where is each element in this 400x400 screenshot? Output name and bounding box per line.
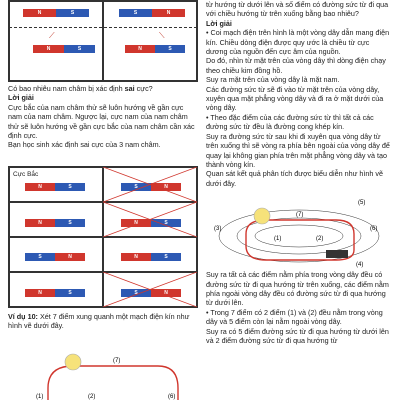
point-label: (7) <box>113 358 121 364</box>
magnetic-field-figure <box>206 190 392 270</box>
magnet: S N <box>25 253 85 261</box>
compass-needle-icon: ⟍ <box>159 31 165 40</box>
wrong-cross-icon <box>103 167 197 202</box>
north-pole-label: Cực Bắc <box>13 171 39 178</box>
point-label: (1) <box>36 394 44 400</box>
point-label: (6) <box>168 394 176 400</box>
solution-text: Do đó, nhìn từ mặt trên của vòng dây thì dòng điện chạy theo chiều kim đồng hồ. <box>206 56 386 75</box>
point-label: (2) <box>316 236 324 243</box>
compass-needle-icon: ⟋ <box>49 31 55 40</box>
point-label: (4) <box>356 262 364 269</box>
example-10: Ví dụ 10: Xét 7 điểm xung quanh một mạch điện kín như hình vẽ dưới đây. <box>8 312 190 331</box>
magnet: N S <box>25 219 85 227</box>
solution-text: Quan sát kết quả phân tích được biểu diễn như hình vẽ dưới đây. <box>206 169 383 188</box>
magnet: N S <box>125 45 185 53</box>
circuit-figure <box>18 348 188 400</box>
magnet: S N <box>121 183 181 191</box>
solution-bullet: • Coi mạch điện trên hình là một vòng dây dẫn mang điện kín. Chiều dòng điện được quy ước là chiều từ cực dương của nguồn đến cực âm của nguồn. <box>206 28 390 57</box>
solution-heading: Lời giải <box>8 93 34 103</box>
point-label: (1) <box>274 236 282 243</box>
question: Có bao nhiêu nam châm bị xác định sai cực? <box>8 84 153 93</box>
magnet: N S <box>25 183 85 191</box>
solution-text: Suy ra đường sức từ sau khi đi xuyên qua vòng dây từ trên xuống thì sẽ vòng ra phía bên ngoài của vòng dây để quay lại không gian phía trên mặt phẳng vòng dây và tạo thành vòng kín. <box>206 131 390 169</box>
magnet-figure-top <box>8 0 198 82</box>
magnet-figure-answer <box>8 166 198 308</box>
solution-paragraph: Cực bắc của nam châm thử sẽ luôn hướng về gần cực nam của nam châm. Ngược lại, cực nam của nam châm thử sẽ luôn hướng về gần cực bắc của nam châm cần xác định cực. <box>8 102 195 141</box>
analysis-bullet: • Trong 7 điểm có 2 điểm (1) và (2) đều nằm trong vòng dây và 5 điểm còn lại nằm ngoài vòng dây. <box>206 307 383 327</box>
question-continuation: từ hướng từ dưới lên và số điểm có đường sức từ đi qua với chiều hướng từ trên xuống bằng bao nhiêu? <box>206 0 389 19</box>
point-label: (2) <box>88 394 96 400</box>
solution-bullet: • Theo đặc điểm của các đường sức từ thì tất cả các đường sức từ đều là đường cong khép kín. <box>206 112 374 132</box>
solution-heading: Lời giải <box>206 18 232 28</box>
right-column <box>206 0 392 345</box>
magnet: N S <box>121 253 181 261</box>
magnet: N S <box>33 45 95 53</box>
magnet: N S <box>23 9 89 17</box>
point-label: (3) <box>214 226 222 233</box>
point-label: (7) <box>296 212 304 219</box>
point-label: (5) <box>358 200 366 207</box>
solution-text: Các đường sức từ sẽ đi vào từ mặt trên của vòng dây, xuyên qua mặt phẳng vòng dây và đi ra ở mặt dưới của vòng dây. <box>206 84 384 113</box>
point-label: (6) <box>370 226 378 233</box>
solution-text: Suy ra mặt trên của vòng dây là mặt nam. <box>206 75 340 85</box>
analysis-text: Suy ra tất cả các điểm nằm phía trong vòng dây đều có đường sức từ đi qua hướng từ trên xuống, các điểm nằm phía ngoài vòng dây đều có đường sức từ đi qua hướng từ dưới lên. <box>206 270 389 308</box>
wrong-cross-icon <box>103 272 197 307</box>
magnet: N S <box>121 219 181 227</box>
conclusion-text: Bạn học sinh xác định sai cực của 3 nam châm. <box>8 140 161 150</box>
magnet: S N <box>119 9 185 17</box>
magnet: S N <box>121 289 181 297</box>
magnet: N S <box>25 289 85 297</box>
analysis-text: Suy ra có 5 điểm đường sức từ đi qua hướng từ dưới lên và 2 điểm đường sức từ đi qua hướng từ <box>206 326 389 345</box>
wrong-cross-icon <box>103 202 197 237</box>
